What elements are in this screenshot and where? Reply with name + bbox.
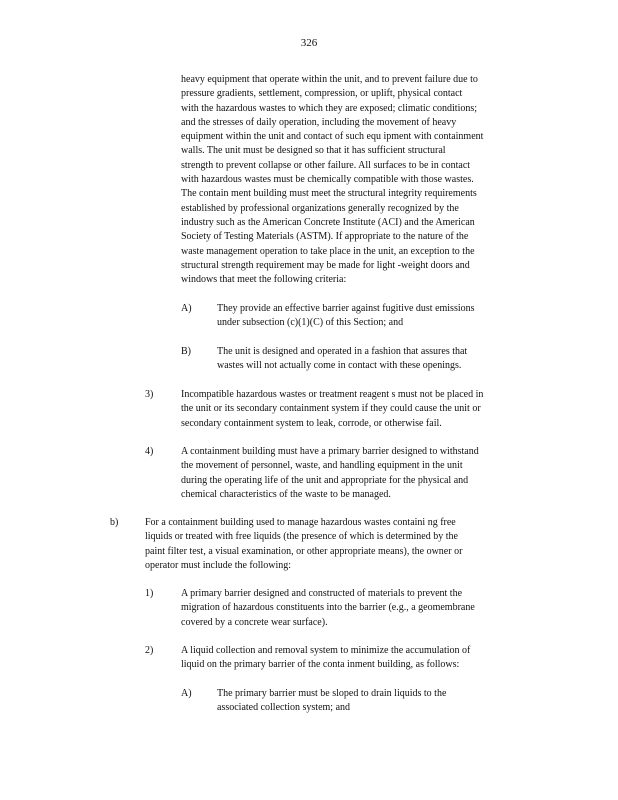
text-line: The unit is designed and operated in a fashion that assures that <box>217 346 468 357</box>
text-line: Society of Testing Materials (ASTM). If appropriate to the nature of the <box>181 231 469 243</box>
text-line: secondary containment system to leak, corrode, or otherwise fail. <box>181 417 442 429</box>
text-line: liquids or treated with free liquids (the presence of which is determined by the <box>145 531 458 543</box>
text-line: the unit or its secondary containment system if they could cause the unit or <box>181 403 481 415</box>
subitem-label: B) <box>181 346 191 357</box>
text-line: A containment building must have a primary barrier designed to withstand <box>181 446 479 457</box>
b-item-2-text <box>181 644 531 673</box>
b-subitem-a-text <box>217 687 492 716</box>
item-label: 2) <box>145 645 154 656</box>
text-line: The contain ment building must meet the structural integrity requirements <box>181 188 477 200</box>
text-line: A primary barrier designed and constructed of materials to prevent the <box>181 588 463 599</box>
text-line: waste management operation to take place in the unit, an exception to the <box>181 245 475 257</box>
text-line: operator must include the following: <box>145 559 292 571</box>
text-line: walls. The unit must be designed so that it has sufficient structural <box>181 145 446 157</box>
text-line: Incompatible hazardous wastes or treatment reagent s must not be placed in <box>181 389 484 400</box>
text-line: covered by a concrete wear surface). <box>181 616 328 628</box>
text-line: and the stresses of daily operation, including the movement of heavy <box>181 116 457 128</box>
text-line: migration of hazardous constituents into the barrier (e.g., a geomembrane <box>181 602 475 614</box>
intro-paragraph <box>181 73 539 287</box>
subitem-b-text <box>217 345 522 374</box>
text-line: chemical characteristics of the waste to be managed. <box>181 488 391 500</box>
item-label: 1) <box>145 588 154 599</box>
text-line: associated collection system; and <box>217 702 351 714</box>
text-line: with hazardous wastes must be chemically compatible with those wastes. <box>181 174 474 186</box>
subitem-a-text <box>217 302 522 331</box>
text-line: heavy equipment that operate within the unit, and to prevent failure due to <box>181 74 478 85</box>
item-3-text <box>181 388 543 431</box>
section-b-text <box>145 516 529 573</box>
section-label: b) <box>110 517 119 528</box>
text-line: with the hazardous wastes to which they are exposed; climatic conditions; <box>181 102 478 114</box>
text-line: equipment within the unit and contact of such equ ipment with containment <box>181 131 484 143</box>
text-line: wastes will not actually come in contact with these openings. <box>217 360 462 372</box>
item-label: 3) <box>145 389 154 400</box>
subitem-label: A) <box>181 688 192 699</box>
text-line: under subsection (c)(1)(C) of this Section; and <box>217 317 404 329</box>
text-line: strength to prevent collapse or other failure. All surfaces to be in contact <box>181 159 471 171</box>
b-item-1-text <box>181 587 521 630</box>
text-line: paint filter test, a visual examination, or other appropriate means), the owner or <box>145 545 463 557</box>
text-line: industry such as the American Concrete Institute (ACI) and the American <box>181 216 475 228</box>
page-number: 326 <box>300 37 318 49</box>
text-line: structural strength requirement may be made for light -weight doors and <box>181 259 470 271</box>
text-line: The primary barrier must be sloped to drain liquids to the <box>217 688 447 699</box>
text-line: established by professional organizations generally recognized by the <box>181 202 459 214</box>
text-line: For a containment building used to manage hazardous wastes containi ng free <box>145 517 456 528</box>
text-line: the movement of personnel, waste, and handling equipment in the unit <box>181 460 463 472</box>
subitem-label: A) <box>181 303 192 314</box>
text-line: windows that meet the following criteria: <box>181 274 347 286</box>
text-line: A liquid collection and removal system to minimize the accumulation of <box>181 645 471 656</box>
text-line: during the operating life of the unit and appropriate for the physical and <box>181 474 469 486</box>
text-line: liquid on the primary barrier of the conta inment building, as follows: <box>181 659 460 671</box>
text-line: They provide an effective barrier against fugitive dust emissions <box>217 303 475 314</box>
item-4-text <box>181 445 527 502</box>
item-label: 4) <box>145 446 154 457</box>
text-line: pressure gradients, settlement, compression, or uplift, physical contact <box>181 88 463 100</box>
